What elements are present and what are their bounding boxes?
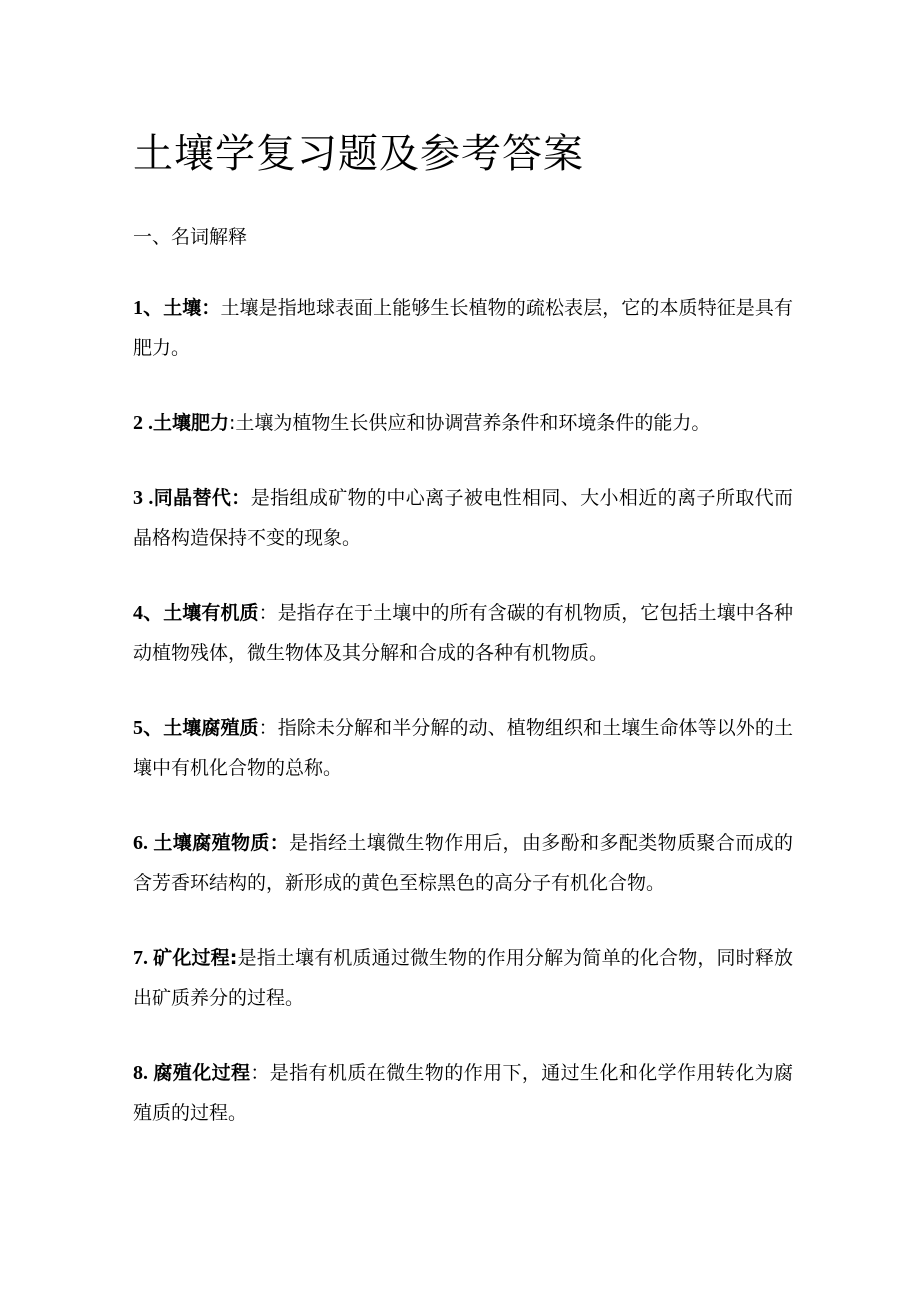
term-number: 5、 [133,717,164,739]
term-list [133,288,793,1168]
term-item-5 [133,708,793,788]
term-number: 7. [133,947,154,969]
term-name: 土壤肥力 [153,412,230,434]
term-item-2 [133,403,793,443]
term-number: 3 . [133,487,154,509]
term-name: 土壤有机质 [163,602,259,624]
term-definition: 是指组成矿物的中心离子被电性相同、大小相近的离子所取代而晶格构造保持不变的现象。 [133,487,793,549]
term-name: 土壤： [163,297,221,319]
term-item-8 [133,1053,793,1133]
term-item-6 [133,823,793,903]
term-number: 6. [133,832,154,854]
term-number: 1、 [133,297,164,319]
term-item-4 [133,593,793,673]
term-name: 土壤腐殖物质： [153,832,290,854]
term-definition: ：是指存在于土壤中的所有含碳的有机物质，它包括土壤中各种动植物残体，微生物体及其分解和合成的各种有机物质。 [133,602,793,664]
term-number: 4、 [133,602,164,624]
term-item-7 [133,938,793,1018]
term-name: 同晶替代： [153,487,251,509]
term-name: 土壤腐殖质 [163,717,259,739]
term-number: 8. [133,1062,154,1084]
term-definition: :土壤为植物生长供应和协调营养条件和环境条件的能力。 [229,412,711,434]
term-item-3 [133,478,793,558]
term-definition: 土壤是指地球表面上能够生长植物的疏松表层，它的本质特征是具有肥力。 [133,297,793,359]
term-name: 腐殖化过程 [153,1062,251,1084]
term-definition: ：是指有机质在微生物的作用下，通过生化和化学作用转化为腐殖质的过程。 [133,1062,793,1124]
section-heading: 一、名词解释 [133,226,248,248]
term-definition: ：指除未分解和半分解的动、植物组织和土壤生命体等以外的土壤中有机化合物的总称。 [133,717,793,779]
page-title: 土壤学复习题及参考答案 [133,131,584,177]
term-definition: 是指经土壤微生物作用后，由多酚和多配类物质聚合而成的含芳香环结构的，新形成的黄色至棕黑色的高分子有机化合物。 [133,832,793,894]
term-definition: 是指土壤有机质通过微生物的作用分解为简单的化合物，同时释放出矿质养分的过程。 [133,947,793,1009]
term-number: 2 . [133,412,153,434]
term-name: 矿化过程: [153,947,238,969]
term-item-1 [133,288,793,368]
